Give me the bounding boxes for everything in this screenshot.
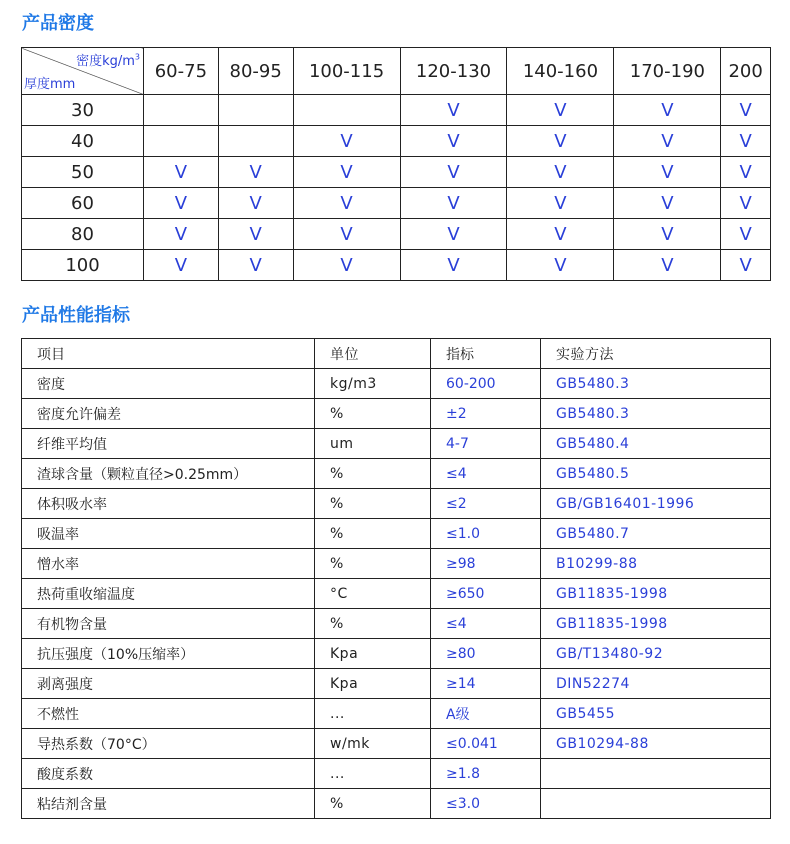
availability-cell: V: [721, 219, 771, 250]
density-table: [21, 47, 771, 281]
availability-cell: V: [721, 126, 771, 157]
performance-row: [22, 759, 771, 789]
density-row: [22, 95, 771, 126]
availability-cell: V: [507, 126, 614, 157]
item-cell: 密度: [22, 369, 315, 399]
method-cell: DIN52274: [541, 669, 771, 699]
method-cell: GB10294-88: [541, 729, 771, 759]
unit-cell: um: [315, 429, 431, 459]
unit-cell: %: [315, 399, 431, 429]
value-cell: ≥80: [431, 639, 541, 669]
availability-cell: V: [400, 126, 507, 157]
availability-cell: V: [218, 188, 293, 219]
item-cell: 导热系数（70°C）: [22, 729, 315, 759]
availability-cell: V: [507, 250, 614, 281]
availability-cell: V: [218, 219, 293, 250]
availability-cell: V: [507, 219, 614, 250]
density-column-header: 100-115: [293, 48, 400, 95]
item-cell: 热荷重收缩温度: [22, 579, 315, 609]
unit-cell: ...: [315, 699, 431, 729]
thickness-cell: 100: [22, 250, 144, 281]
performance-row: [22, 609, 771, 639]
unit-cell: w/mk: [315, 729, 431, 759]
density-row: [22, 126, 771, 157]
value-cell: A级: [431, 699, 541, 729]
availability-cell: V: [614, 126, 721, 157]
value-cell: ≤4: [431, 609, 541, 639]
density-column-header: 170-190: [614, 48, 721, 95]
item-cell: 纤维平均值: [22, 429, 315, 459]
item-cell: 体积吸水率: [22, 489, 315, 519]
value-cell: ≤1.0: [431, 519, 541, 549]
thickness-unit-label: 厚度mm: [24, 77, 76, 92]
density-column-header: 80-95: [218, 48, 293, 95]
value-cell: 60-200: [431, 369, 541, 399]
density-column-header: 200: [721, 48, 771, 95]
availability-cell: V: [218, 157, 293, 188]
method-cell: GB11835-1998: [541, 579, 771, 609]
density-section-title: 产品密度: [22, 13, 94, 34]
value-cell: ≥1.8: [431, 759, 541, 789]
value-cell: ≥14: [431, 669, 541, 699]
unit-cell: %: [315, 489, 431, 519]
availability-cell: V: [614, 250, 721, 281]
method-cell: GB/T13480-92: [541, 639, 771, 669]
item-cell: 憎水率: [22, 549, 315, 579]
availability-cell: V: [721, 250, 771, 281]
availability-cell: V: [721, 157, 771, 188]
performance-row: [22, 639, 771, 669]
item-cell: 抗压强度（10%压缩率）: [22, 639, 315, 669]
item-cell: 粘结剂含量: [22, 789, 315, 819]
method-cell: GB5480.7: [541, 519, 771, 549]
availability-cell: V: [400, 250, 507, 281]
performance-row: [22, 519, 771, 549]
availability-cell: V: [144, 219, 219, 250]
availability-cell: V: [400, 95, 507, 126]
availability-cell: V: [293, 188, 400, 219]
unit-cell: kg/m3: [315, 369, 431, 399]
performance-row: [22, 669, 771, 699]
availability-cell: [144, 126, 219, 157]
performance-row: [22, 459, 771, 489]
availability-cell: V: [400, 157, 507, 188]
availability-cell: V: [614, 219, 721, 250]
method-cell: GB5480.5: [541, 459, 771, 489]
availability-cell: V: [614, 188, 721, 219]
value-cell: 4-7: [431, 429, 541, 459]
performance-row: [22, 369, 771, 399]
method-cell: GB5480.4: [541, 429, 771, 459]
availability-cell: [293, 95, 400, 126]
value-cell: ≥98: [431, 549, 541, 579]
performance-column-header: 实验方法: [541, 339, 771, 369]
density-column-header: 140-160: [507, 48, 614, 95]
value-cell: ≤3.0: [431, 789, 541, 819]
unit-cell: %: [315, 609, 431, 639]
availability-cell: V: [293, 157, 400, 188]
unit-cell: %: [315, 549, 431, 579]
unit-cell: ...: [315, 759, 431, 789]
availability-cell: V: [144, 188, 219, 219]
method-cell: B10299-88: [541, 549, 771, 579]
availability-cell: V: [507, 188, 614, 219]
performance-header-row: [22, 339, 771, 369]
density-row: [22, 250, 771, 281]
item-cell: 不燃性: [22, 699, 315, 729]
item-cell: 吸温率: [22, 519, 315, 549]
availability-cell: V: [293, 250, 400, 281]
density-unit-text: 密度kg/m: [76, 54, 135, 69]
availability-cell: V: [400, 188, 507, 219]
density-row: [22, 219, 771, 250]
availability-cell: V: [721, 188, 771, 219]
method-cell: [541, 789, 771, 819]
density-header-row: [22, 48, 771, 95]
density-unit-label: [76, 50, 140, 69]
density-unit-sup: 3: [134, 52, 140, 62]
performance-row: [22, 729, 771, 759]
availability-cell: V: [293, 126, 400, 157]
performance-column-header: 项目: [22, 339, 315, 369]
thickness-cell: 80: [22, 219, 144, 250]
unit-cell: %: [315, 459, 431, 489]
item-cell: 酸度系数: [22, 759, 315, 789]
method-cell: GB5480.3: [541, 399, 771, 429]
value-cell: ≤2: [431, 489, 541, 519]
item-cell: 剥离强度: [22, 669, 315, 699]
thickness-cell: 50: [22, 157, 144, 188]
availability-cell: V: [400, 219, 507, 250]
performance-row: [22, 399, 771, 429]
method-cell: GB11835-1998: [541, 609, 771, 639]
availability-cell: V: [614, 95, 721, 126]
performance-column-header: 指标: [431, 339, 541, 369]
performance-row: [22, 699, 771, 729]
thickness-cell: 60: [22, 188, 144, 219]
value-cell: ≤0.041: [431, 729, 541, 759]
availability-cell: V: [507, 95, 614, 126]
unit-cell: Kpa: [315, 639, 431, 669]
density-row: [22, 157, 771, 188]
performance-column-header: 单位: [315, 339, 431, 369]
thickness-cell: 30: [22, 95, 144, 126]
availability-cell: V: [507, 157, 614, 188]
method-cell: GB5480.3: [541, 369, 771, 399]
performance-table: [21, 338, 771, 819]
density-column-header: 60-75: [144, 48, 219, 95]
unit-cell: °C: [315, 579, 431, 609]
item-cell: 渣球含量（颗粒直径>0.25mm）: [22, 459, 315, 489]
value-cell: ±2: [431, 399, 541, 429]
value-cell: ≥650: [431, 579, 541, 609]
performance-row: [22, 549, 771, 579]
corner-header-cell: [22, 48, 144, 95]
method-cell: GB5455: [541, 699, 771, 729]
method-cell: [541, 759, 771, 789]
performance-row: [22, 789, 771, 819]
performance-section-title: 产品性能指标: [22, 305, 130, 326]
availability-cell: V: [144, 250, 219, 281]
thickness-cell: 40: [22, 126, 144, 157]
method-cell: GB/GB16401-1996: [541, 489, 771, 519]
unit-cell: %: [315, 519, 431, 549]
availability-cell: [218, 95, 293, 126]
unit-cell: %: [315, 789, 431, 819]
density-row: [22, 188, 771, 219]
unit-cell: Kpa: [315, 669, 431, 699]
performance-row: [22, 489, 771, 519]
item-cell: 密度允许偏差: [22, 399, 315, 429]
performance-row: [22, 429, 771, 459]
availability-cell: V: [614, 157, 721, 188]
value-cell: ≤4: [431, 459, 541, 489]
item-cell: 有机物含量: [22, 609, 315, 639]
density-column-header: 120-130: [400, 48, 507, 95]
availability-cell: [144, 95, 219, 126]
availability-cell: [218, 126, 293, 157]
performance-row: [22, 579, 771, 609]
availability-cell: V: [293, 219, 400, 250]
availability-cell: V: [721, 95, 771, 126]
availability-cell: V: [218, 250, 293, 281]
availability-cell: V: [144, 157, 219, 188]
